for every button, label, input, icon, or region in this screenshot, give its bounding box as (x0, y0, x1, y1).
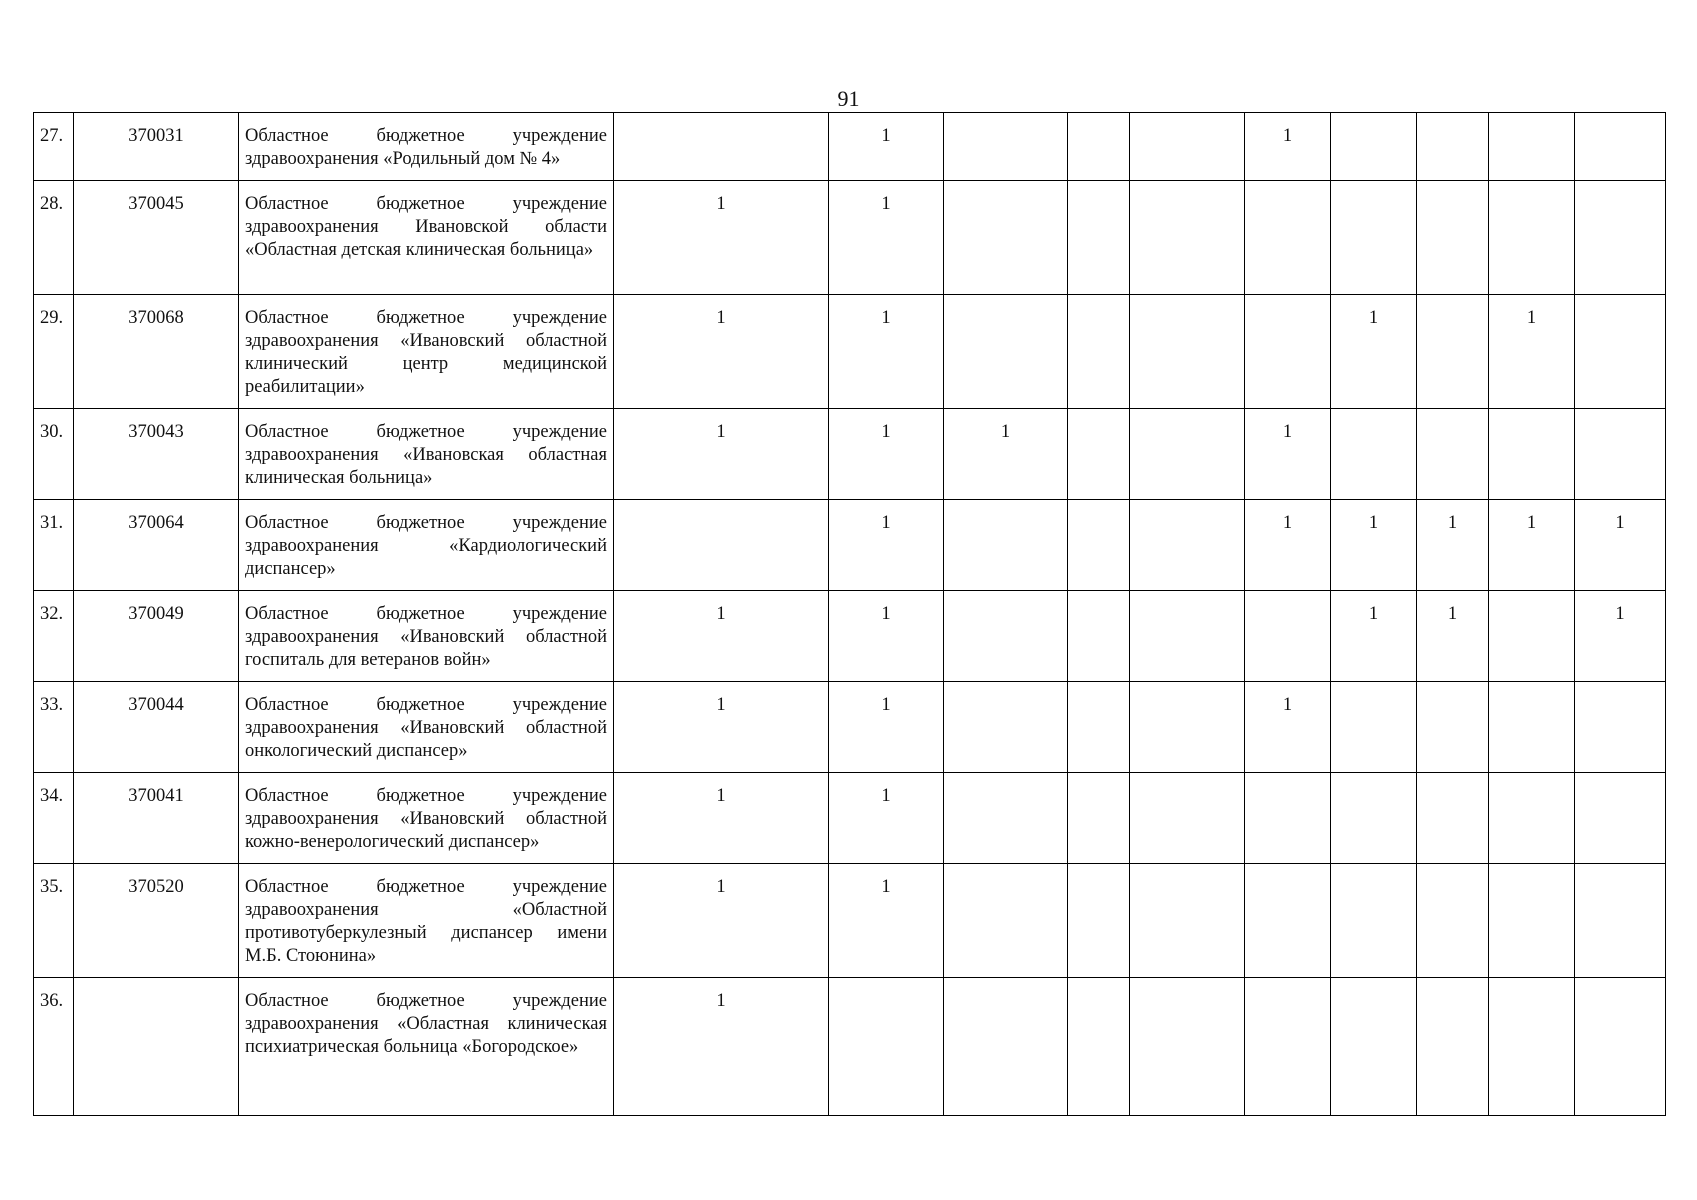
value-cell: 1 (829, 682, 944, 773)
institution-code-cell (74, 978, 239, 1116)
table-row (34, 409, 1666, 500)
value-cell (1575, 181, 1666, 295)
value-cell (1575, 295, 1666, 409)
value-cell (1575, 773, 1666, 864)
value-cell (1417, 113, 1489, 181)
value-cell (1130, 773, 1245, 864)
value-cell: 1 (1331, 295, 1417, 409)
institution-code-cell: 370043 (74, 409, 239, 500)
value-cell (944, 500, 1068, 591)
value-cell (1575, 682, 1666, 773)
table-row (34, 181, 1666, 295)
row-number-cell: 31. (34, 500, 74, 591)
value-cell (1417, 295, 1489, 409)
institution-name-cell: Областное бюджетное учреждение здравоохранения Ивановской области «Областная детская клиническая больница» (239, 181, 614, 295)
institution-name-cell: Областное бюджетное учреждение здравоохранения «Кардиологический диспансер» (239, 500, 614, 591)
table-row (34, 773, 1666, 864)
value-cell (1068, 113, 1130, 181)
value-cell (1417, 864, 1489, 978)
value-cell: 1 (1575, 500, 1666, 591)
value-cell (1130, 864, 1245, 978)
value-cell: 1 (614, 864, 829, 978)
value-cell (1417, 978, 1489, 1116)
value-cell (1575, 113, 1666, 181)
table-row (34, 591, 1666, 682)
value-cell: 1 (829, 591, 944, 682)
row-number-cell: 35. (34, 864, 74, 978)
institution-code-cell: 370044 (74, 682, 239, 773)
value-cell (1068, 978, 1130, 1116)
value-cell: 1 (1489, 295, 1575, 409)
value-cell (1331, 409, 1417, 500)
value-cell: 1 (829, 409, 944, 500)
value-cell (1130, 181, 1245, 295)
value-cell: 1 (614, 181, 829, 295)
value-cell (1068, 500, 1130, 591)
institution-code-cell: 370031 (74, 113, 239, 181)
row-number-cell: 28. (34, 181, 74, 295)
table-row (34, 864, 1666, 978)
institutions-table (33, 112, 1666, 1116)
value-cell: 1 (829, 113, 944, 181)
table-row (34, 500, 1666, 591)
value-cell: 1 (1489, 500, 1575, 591)
value-cell (1068, 864, 1130, 978)
value-cell: 1 (829, 181, 944, 295)
value-cell (1575, 409, 1666, 500)
institution-name-cell: Областное бюджетное учреждение здравоохранения «Ивановский областной клинический центр медицинской реабилитации» (239, 295, 614, 409)
value-cell (1489, 591, 1575, 682)
value-cell (1068, 773, 1130, 864)
value-cell (1331, 978, 1417, 1116)
value-cell (1068, 181, 1130, 295)
value-cell (1245, 591, 1331, 682)
value-cell (944, 682, 1068, 773)
row-number-cell: 33. (34, 682, 74, 773)
value-cell (1130, 500, 1245, 591)
value-cell (1068, 295, 1130, 409)
value-cell: 1 (1331, 591, 1417, 682)
value-cell (1245, 978, 1331, 1116)
value-cell (1130, 978, 1245, 1116)
value-cell (1130, 682, 1245, 773)
value-cell (1417, 181, 1489, 295)
table-row (34, 295, 1666, 409)
value-cell (1489, 409, 1575, 500)
value-cell: 1 (614, 978, 829, 1116)
value-cell (1331, 181, 1417, 295)
value-cell (1489, 181, 1575, 295)
value-cell (1245, 773, 1331, 864)
value-cell: 1 (1575, 591, 1666, 682)
institution-code-cell: 370041 (74, 773, 239, 864)
institution-name-cell: Областное бюджетное учреждение здравоохранения «Ивановский областной кожно-венерологический диспансер» (239, 773, 614, 864)
institution-code-cell: 370064 (74, 500, 239, 591)
institution-name-cell: Областное бюджетное учреждение здравоохранения «Родильный дом № 4» (239, 113, 614, 181)
row-number-cell: 27. (34, 113, 74, 181)
value-cell (1417, 409, 1489, 500)
value-cell: 1 (614, 409, 829, 500)
value-cell (1489, 113, 1575, 181)
institution-code-cell: 370068 (74, 295, 239, 409)
value-cell (944, 864, 1068, 978)
value-cell (829, 978, 944, 1116)
value-cell: 1 (829, 295, 944, 409)
value-cell (944, 181, 1068, 295)
table-row (34, 682, 1666, 773)
value-cell (614, 500, 829, 591)
institution-name-cell: Областное бюджетное учреждение здравоохранения «Ивановская областная клиническая больница» (239, 409, 614, 500)
value-cell (1331, 773, 1417, 864)
value-cell (1245, 295, 1331, 409)
value-cell (1489, 682, 1575, 773)
value-cell (614, 113, 829, 181)
row-number-cell: 36. (34, 978, 74, 1116)
value-cell (1130, 295, 1245, 409)
row-number-cell: 30. (34, 409, 74, 500)
value-cell (1489, 978, 1575, 1116)
value-cell: 1 (944, 409, 1068, 500)
value-cell (1068, 591, 1130, 682)
value-cell: 1 (1417, 591, 1489, 682)
institution-name-cell: Областное бюджетное учреждение здравоохранения «Областной противотуберкулезный диспансер имени М.Б. Стоюнина» (239, 864, 614, 978)
row-number-cell: 34. (34, 773, 74, 864)
institution-code-cell: 370520 (74, 864, 239, 978)
page-number: 91 (837, 86, 860, 111)
value-cell (1331, 682, 1417, 773)
value-cell (1417, 773, 1489, 864)
value-cell: 1 (1245, 500, 1331, 591)
value-cell: 1 (614, 295, 829, 409)
value-cell (1575, 864, 1666, 978)
value-cell (944, 113, 1068, 181)
value-cell (944, 773, 1068, 864)
institution-name-cell: Областное бюджетное учреждение здравоохранения «Ивановский областной онкологический диспансер» (239, 682, 614, 773)
value-cell (1245, 181, 1331, 295)
value-cell (1130, 113, 1245, 181)
value-cell (1068, 409, 1130, 500)
value-cell: 1 (1331, 500, 1417, 591)
value-cell (1331, 113, 1417, 181)
value-cell: 1 (614, 591, 829, 682)
table-body (34, 113, 1666, 1116)
value-cell: 1 (829, 773, 944, 864)
value-cell: 1 (829, 500, 944, 591)
table-row (34, 978, 1666, 1116)
table-row (34, 113, 1666, 181)
value-cell (944, 978, 1068, 1116)
value-cell (944, 591, 1068, 682)
value-cell (1130, 591, 1245, 682)
value-cell (1068, 682, 1130, 773)
institution-name-cell: Областное бюджетное учреждение здравоохранения «Ивановский областной госпиталь для ветеранов войн» (239, 591, 614, 682)
row-number-cell: 32. (34, 591, 74, 682)
institution-name-cell: Областное бюджетное учреждение здравоохранения «Областная клиническая психиатрическая больница «Богородское» (239, 978, 614, 1116)
value-cell: 1 (829, 864, 944, 978)
value-cell (1245, 864, 1331, 978)
value-cell (1575, 978, 1666, 1116)
value-cell (1331, 864, 1417, 978)
value-cell (1130, 409, 1245, 500)
row-number-cell: 29. (34, 295, 74, 409)
value-cell: 1 (1417, 500, 1489, 591)
institution-code-cell: 370045 (74, 181, 239, 295)
value-cell (1489, 864, 1575, 978)
value-cell (1489, 773, 1575, 864)
value-cell (944, 295, 1068, 409)
value-cell (1417, 682, 1489, 773)
institution-code-cell: 370049 (74, 591, 239, 682)
value-cell: 1 (1245, 409, 1331, 500)
value-cell: 1 (1245, 682, 1331, 773)
value-cell: 1 (614, 682, 829, 773)
value-cell: 1 (1245, 113, 1331, 181)
value-cell: 1 (614, 773, 829, 864)
